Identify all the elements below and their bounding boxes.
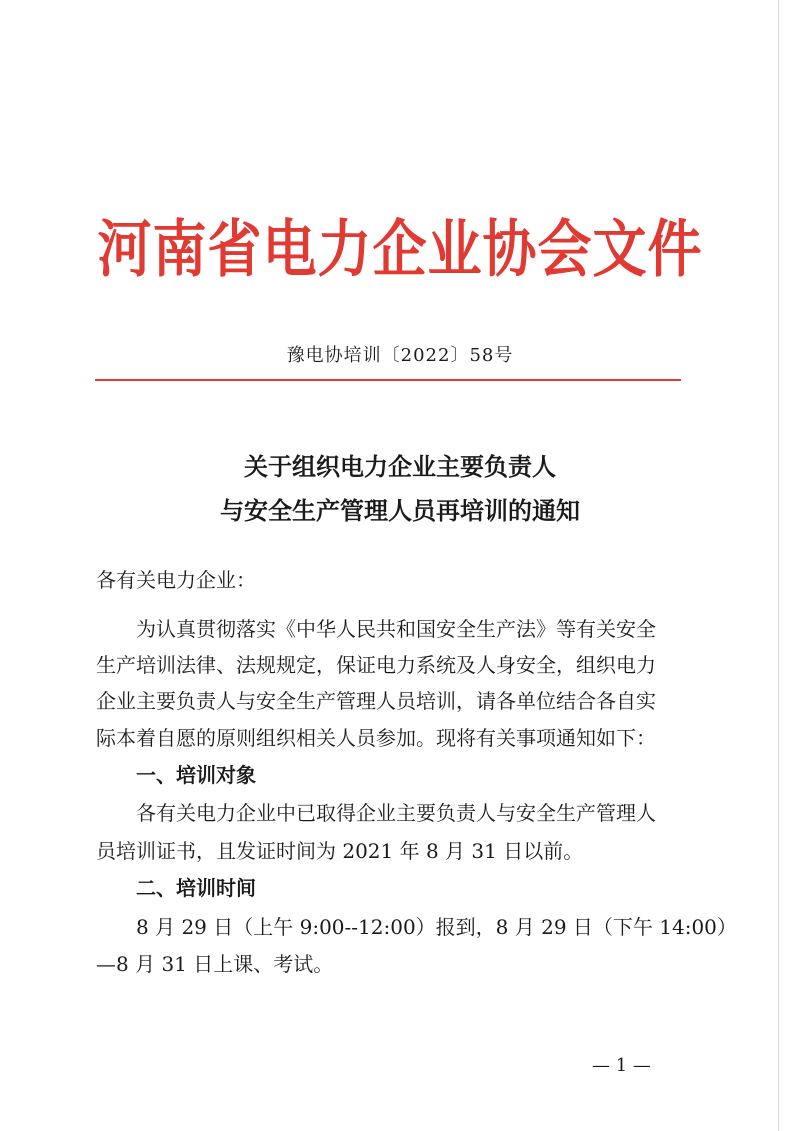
section-text-line: —8 月 31 日上课、考试。	[96, 952, 334, 976]
intro-line: 际本着自愿的原则组织相关人员参加。现将有关事项通知如下：	[96, 726, 656, 750]
org-header-title: 河南省电力企业协会文件	[97, 212, 703, 286]
intro-line: 为认真贯彻落实《中华人民共和国安全生产法》等有关安全	[136, 617, 656, 641]
document-number: 豫电协培训〔2022〕58号	[286, 345, 514, 366]
section-heading-training-time: 二、培训时间	[136, 876, 256, 900]
intro-line: 生产培训法律、法规规定，保证电力系统及人身安全，组织电力	[96, 653, 656, 677]
section-text-line: 8 月 29 日（上午 9:00--12:00）报到，8 月 29 日（下午 14:00）	[136, 915, 737, 939]
page-number: — 1 —	[592, 1055, 651, 1076]
section-text-line: 员培训证书，且发证时间为 2021 年 8 月 31 日以前。	[96, 839, 584, 863]
red-divider-rule	[95, 379, 681, 381]
salutation: 各有关电力企业：	[96, 568, 256, 592]
notice-title-line-2: 与安全生产管理人员再培训的通知	[220, 497, 580, 525]
intro-line: 企业主要负责人与安全生产管理人员培训，请各单位结合各自实	[96, 689, 656, 713]
notice-title-line-1: 关于组织电力企业主要负责人	[244, 453, 556, 481]
section-heading-training-targets: 一、培训对象	[136, 763, 256, 787]
scan-edge-line	[778, 0, 779, 1131]
section-text-line: 各有关电力企业中已取得企业主要负责人与安全生产管理人	[136, 801, 656, 825]
